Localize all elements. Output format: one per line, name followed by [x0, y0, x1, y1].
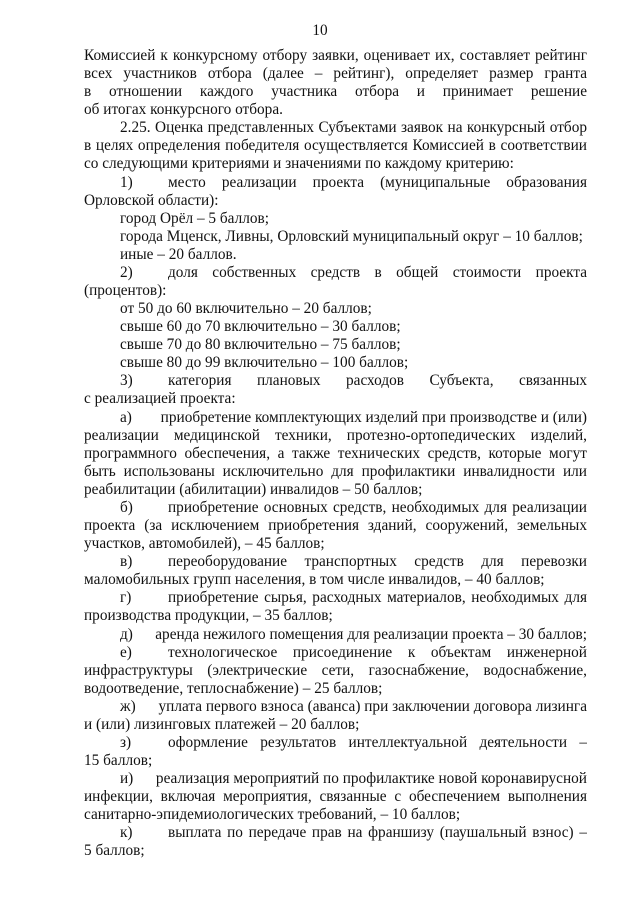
line-text: 5 баллов; — [84, 842, 145, 860]
line-text: категория плановых расходов Субъекта, связанных — [168, 372, 587, 390]
text-line — [84, 463, 587, 481]
list-marker: 3) — [120, 372, 133, 390]
text-line — [84, 192, 587, 210]
line-text: приобретение комплектующих изделий при производстве и (или) — [160, 408, 587, 426]
text-line — [84, 83, 587, 101]
text-line — [84, 571, 587, 589]
text-line — [84, 119, 587, 137]
line-text: выплата по передаче прав на франшизу (паушальный взнос) – — [168, 824, 587, 842]
text-line — [84, 644, 587, 662]
list-marker: 1) — [120, 173, 133, 191]
line-text: города Мценск, Ливны, Орловский муниципальный округ – 10 баллов; — [120, 227, 583, 245]
text-line — [84, 589, 587, 607]
text-line — [84, 698, 587, 716]
line-text: со следующими критериями и значениями по каждому критерию: — [84, 155, 514, 173]
text-line — [84, 553, 587, 571]
text-line — [84, 264, 587, 282]
line-text: технологическое присоединение к объектам инженерной — [168, 643, 587, 661]
line-text: программного обеспечения, а также технических средств, которые могут — [84, 444, 587, 462]
text-line — [84, 390, 587, 408]
text-line — [84, 137, 587, 155]
line-text: в отношении каждого участника отбора и принимает решение — [84, 83, 587, 101]
line-text: свыше 60 до 70 включительно – 30 баллов; — [120, 318, 401, 336]
text-line — [84, 662, 587, 680]
text-line — [84, 409, 587, 427]
line-text: уплата первого взноса (аванса) при заключении договора лизинга — [158, 697, 587, 715]
line-text: всех участников отбора (далее – рейтинг), определяет размер гранта — [84, 65, 587, 83]
line-text: (процентов): — [84, 282, 167, 300]
line-text: место реализации проекта (муниципальные образования — [168, 173, 587, 191]
list-marker: 2) — [120, 263, 133, 281]
text-line — [84, 716, 587, 734]
text-line — [84, 607, 587, 625]
text-line — [84, 47, 587, 65]
line-text: водоотведение, теплоснабжение) – 25 баллов; — [84, 679, 383, 697]
line-text: быть использованы исключительно для профилактики инвалидности или — [84, 462, 587, 480]
text-line — [84, 734, 587, 752]
line-text: аренда нежилого помещения для реализации проекта – 30 баллов; — [155, 625, 587, 643]
text-line — [84, 842, 587, 860]
line-text: Орловской области): — [84, 191, 219, 209]
line-text: в целях определения победителя осуществляется Комиссией в соответствии — [84, 137, 587, 155]
text-line — [84, 65, 587, 83]
text-line — [84, 155, 587, 173]
line-text: приобретение основных средств, необходимых для реализации — [168, 498, 587, 516]
text-line — [84, 445, 587, 463]
line-text: оформление результатов интеллектуальной деятельности – — [168, 733, 587, 751]
text-line — [84, 354, 587, 372]
line-text: санитарно-эпидемиологических требований, – 10 баллов; — [84, 806, 461, 824]
text-line — [84, 282, 587, 300]
list-marker: к) — [120, 824, 133, 842]
document-body — [84, 47, 587, 861]
line-text: участков, автомобилей), – 45 баллов; — [84, 535, 325, 553]
text-line — [84, 824, 587, 842]
line-text: маломобильных групп населения, в том числе инвалидов, – 40 баллов; — [84, 571, 545, 589]
list-marker: д) — [120, 625, 133, 643]
text-line — [84, 626, 587, 644]
line-text: переоборудование транспортных средств для перевозки — [168, 553, 587, 571]
text-line — [84, 806, 587, 824]
text-line — [84, 318, 587, 336]
line-text: инфекции, включая мероприятия, связанные с обеспечением выполнения — [84, 788, 587, 806]
line-text: реализации медицинской техники, протезно-ортопедических изделий, — [84, 426, 587, 444]
list-marker: в) — [120, 553, 133, 571]
line-text: свыше 80 до 99 включительно – 100 баллов; — [120, 354, 409, 372]
list-marker: з) — [120, 733, 132, 751]
text-line — [84, 300, 587, 318]
line-text: инфраструктуры (электрические сети, газоснабжение, водоснабжение, — [84, 661, 587, 679]
line-text: 15 баллов; — [84, 752, 153, 770]
text-line — [84, 427, 587, 445]
text-line — [84, 174, 587, 192]
line-text: свыше 70 до 80 включительно – 75 баллов; — [120, 336, 401, 354]
text-line — [84, 101, 587, 119]
text-line — [84, 752, 587, 770]
text-line — [84, 481, 587, 499]
list-marker: и) — [120, 770, 134, 788]
list-marker: б) — [120, 498, 133, 516]
line-text: приобретение сырья, расходных материалов, необходимых для — [168, 589, 587, 607]
text-line — [84, 788, 587, 806]
text-line — [84, 246, 587, 264]
text-line — [84, 336, 587, 354]
line-text: с реализацией проекта: — [84, 390, 236, 408]
line-text: иные – 20 баллов. — [120, 245, 237, 263]
text-line — [84, 372, 587, 390]
line-text: реализация мероприятий по профилактике новой коронавирусной — [155, 770, 587, 788]
line-text: об итогах конкурсного отбора. — [84, 101, 283, 119]
text-line — [84, 517, 587, 535]
list-marker: г) — [120, 589, 132, 607]
line-text: проекта (за исключением приобретения зданий, сооружений, земельных — [84, 517, 587, 535]
text-line — [84, 499, 587, 517]
text-line — [84, 535, 587, 553]
text-line — [84, 680, 587, 698]
list-marker: а) — [120, 408, 132, 426]
line-text: реабилитации (абилитации) инвалидов – 50 баллов; — [84, 480, 423, 498]
line-text: от 50 до 60 включительно – 20 баллов; — [120, 300, 372, 318]
line-text: 2.25. Оценка представленных Субъектами заявок на конкурсный отбор — [120, 119, 587, 137]
list-marker: е) — [120, 643, 132, 661]
line-text: город Орёл – 5 баллов; — [120, 209, 269, 227]
line-text: и (или) лизинговых платежей – 20 баллов; — [84, 715, 360, 733]
line-text: производства продукции, – 35 баллов; — [84, 607, 333, 625]
line-text: доля собственных средств в общей стоимости проекта — [168, 263, 587, 281]
list-marker: ж) — [120, 697, 136, 715]
page-number: 10 — [312, 22, 328, 39]
text-line — [84, 770, 587, 788]
line-text: Комиссией к конкурсному отбору заявки, оценивает их, составляет рейтинг — [84, 47, 587, 64]
text-line — [84, 210, 587, 228]
text-line — [84, 228, 587, 246]
